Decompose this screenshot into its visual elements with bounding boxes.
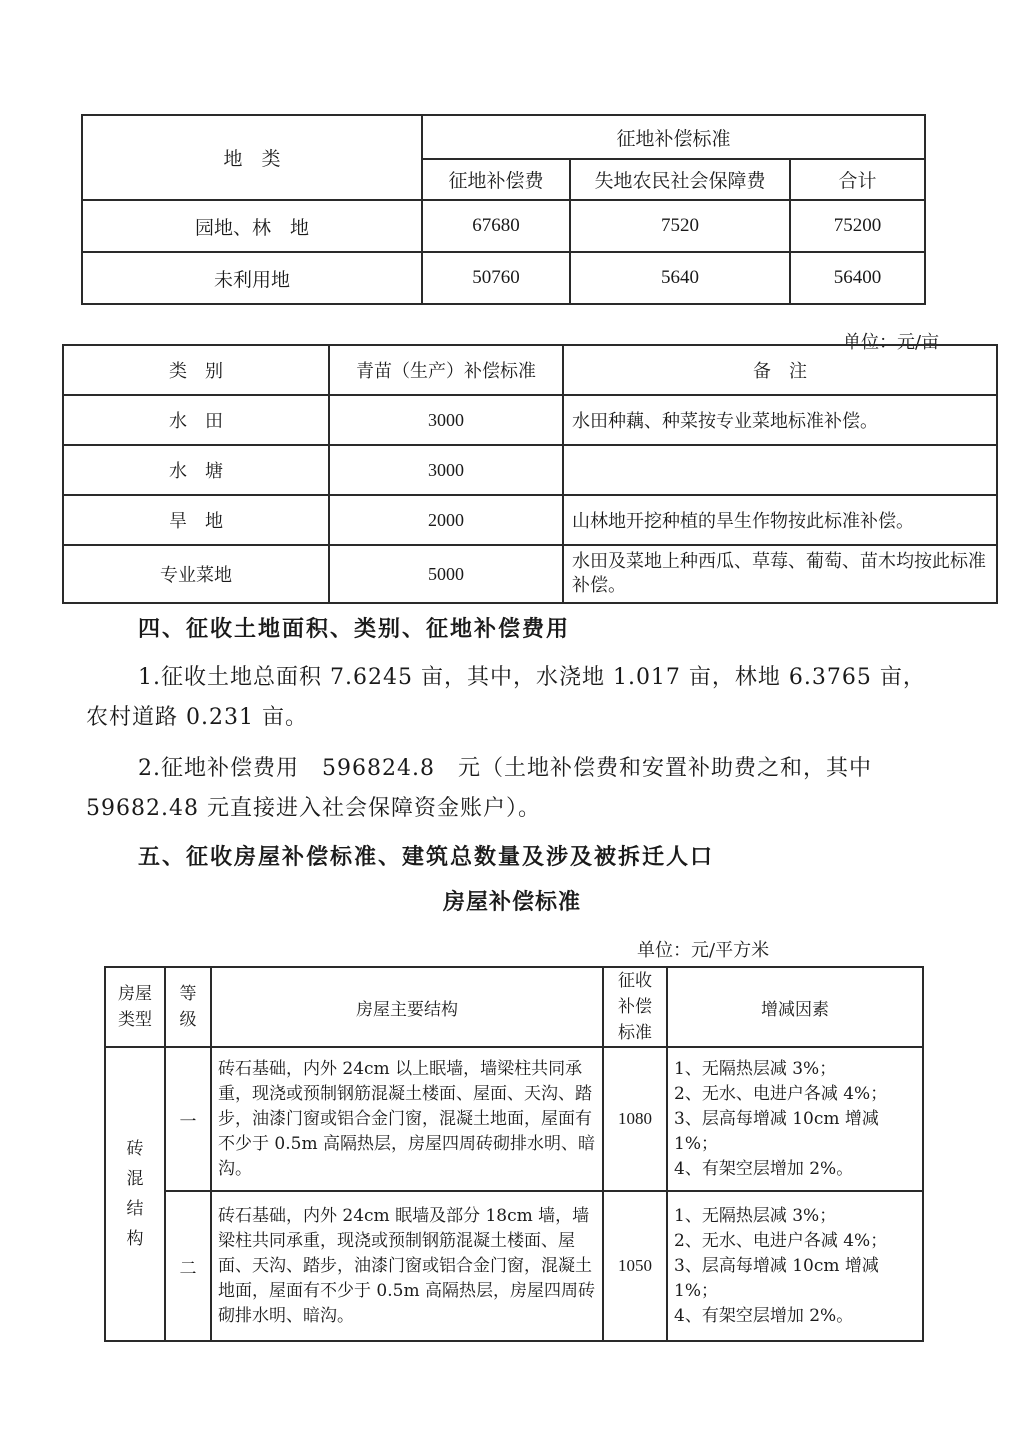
paragraph-1-line-2: 农村道路 0.231 亩。 bbox=[86, 705, 308, 730]
section5-heading: 五、征收房屋补偿标准、建筑总数量及涉及被拆迁人口 bbox=[138, 844, 715, 870]
table-row bbox=[82, 200, 925, 252]
table-row bbox=[105, 1191, 923, 1341]
table-row bbox=[105, 1047, 923, 1191]
total-cell: 56400 bbox=[790, 252, 925, 304]
factor-item: 4、有架空层增加 2%。 bbox=[674, 1158, 854, 1179]
table-row bbox=[63, 545, 997, 603]
paragraph-2-line-2: 59682.48 元直接进入社会保障资金账户）。 bbox=[86, 796, 541, 821]
note-cell: 水田及菜地上种西瓜、草莓、葡萄、苗木均按此标准补偿。 bbox=[563, 545, 997, 603]
paragraph-1-line-1: 1.征收土地总面积 7.6245 亩，其中，水浇地 1.017 亩，林地 6.3765 亩， bbox=[138, 665, 926, 690]
factor-item: 3、层高每增减 10cm 增减 1%； bbox=[674, 1108, 879, 1154]
house-type-cell: 砖混结构 bbox=[105, 1047, 165, 1341]
land-compensation-table bbox=[81, 114, 926, 305]
standard-cell: 5000 bbox=[329, 545, 563, 603]
table3-unit: 单位：元/平方米 bbox=[637, 940, 770, 961]
house-compensation-table bbox=[104, 966, 924, 1342]
structure-cell: 砖石基础，内外 24cm 以上眠墙，墙梁柱共同承重，现浇或预制钢筋混凝土楼面、屋面、天沟、踏步，油漆门窗或铝合金门窗，混凝土地面，屋面有不少于 0.5m 高隔热层，房屋四周砖砌排水明、暗沟。 bbox=[211, 1047, 603, 1191]
crop-compensation-table bbox=[62, 344, 998, 604]
social-cell: 5640 bbox=[570, 252, 790, 304]
factors-cell bbox=[667, 1191, 923, 1341]
factor-item: 2、无水、电进户各减 4%； bbox=[674, 1230, 888, 1251]
paragraph-2-line-1: 2.征地补偿费用 596824.8 元（土地补偿费和安置补助费之和，其中 bbox=[138, 756, 872, 781]
standard-cell: 2000 bbox=[329, 495, 563, 545]
land-type-cell: 未利用地 bbox=[82, 252, 422, 304]
header-note: 备 注 bbox=[563, 345, 997, 395]
grade-cell: 二 bbox=[165, 1191, 211, 1341]
fee-cell: 67680 bbox=[422, 200, 570, 252]
category-cell: 专业菜地 bbox=[63, 545, 329, 603]
category-cell: 水 塘 bbox=[63, 445, 329, 495]
house-table-title: 房屋补偿标准 bbox=[442, 889, 581, 915]
factor-item: 1、无隔热层减 3%； bbox=[674, 1058, 837, 1079]
header-compensation-standard: 征收补偿标准 bbox=[603, 967, 667, 1047]
factor-item: 4、有架空层增加 2%。 bbox=[674, 1305, 854, 1326]
factors-cell bbox=[667, 1047, 923, 1191]
total-cell: 75200 bbox=[790, 200, 925, 252]
social-cell: 7520 bbox=[570, 200, 790, 252]
header-crop-standard: 青苗（生产）补偿标准 bbox=[329, 345, 563, 395]
header-category: 类 别 bbox=[63, 345, 329, 395]
category-cell: 旱 地 bbox=[63, 495, 329, 545]
note-cell: 水田种藕、种菜按专业菜地标准补偿。 bbox=[563, 395, 997, 445]
header-compensation-fee: 征地补偿费 bbox=[422, 159, 570, 200]
note-cell bbox=[563, 445, 997, 495]
section4-heading: 四、征收土地面积、类别、征地补偿费用 bbox=[138, 616, 571, 642]
standard-cell: 1080 bbox=[603, 1047, 667, 1191]
header-house-type: 房屋类型 bbox=[105, 967, 165, 1047]
note-cell: 山林地开挖种植的旱生作物按此标准补偿。 bbox=[563, 495, 997, 545]
structure-cell: 砖石基础，内外 24cm 眠墙及部分 18cm 墙，墙梁柱共同承重，现浇或预制钢筋混凝土楼面、屋面、天沟、踏步，油漆门窗或铝合金门窗，混凝土地面，屋面有不少于 0.5m 高隔热层，房屋四周砖砌排水明、暗沟。 bbox=[211, 1191, 603, 1341]
table-row bbox=[63, 445, 997, 495]
category-cell: 水 田 bbox=[63, 395, 329, 445]
table-row bbox=[63, 395, 997, 445]
standard-cell: 1050 bbox=[603, 1191, 667, 1341]
header-land-type: 地 类 bbox=[82, 115, 422, 200]
header-grade: 等级 bbox=[165, 967, 211, 1047]
header-main-structure: 房屋主要结构 bbox=[211, 967, 603, 1047]
header-compensation-standard: 征地补偿标准 bbox=[422, 115, 925, 159]
standard-cell: 3000 bbox=[329, 395, 563, 445]
standard-cell: 3000 bbox=[329, 445, 563, 495]
header-social-security-fee: 失地农民社会保障费 bbox=[570, 159, 790, 200]
land-type-cell: 园地、林 地 bbox=[82, 200, 422, 252]
table-row bbox=[63, 495, 997, 545]
header-total: 合计 bbox=[790, 159, 925, 200]
factor-item: 2、无水、电进户各减 4%； bbox=[674, 1083, 888, 1104]
fee-cell: 50760 bbox=[422, 252, 570, 304]
header-adjust-factors: 增减因素 bbox=[667, 967, 923, 1047]
table-row bbox=[82, 252, 925, 304]
factor-item: 1、无隔热层减 3%； bbox=[674, 1205, 837, 1226]
table2-unit: 单位：元/亩 bbox=[843, 332, 940, 353]
factor-item: 3、层高每增减 10cm 增减 1%； bbox=[674, 1255, 879, 1301]
grade-cell: 一 bbox=[165, 1047, 211, 1191]
